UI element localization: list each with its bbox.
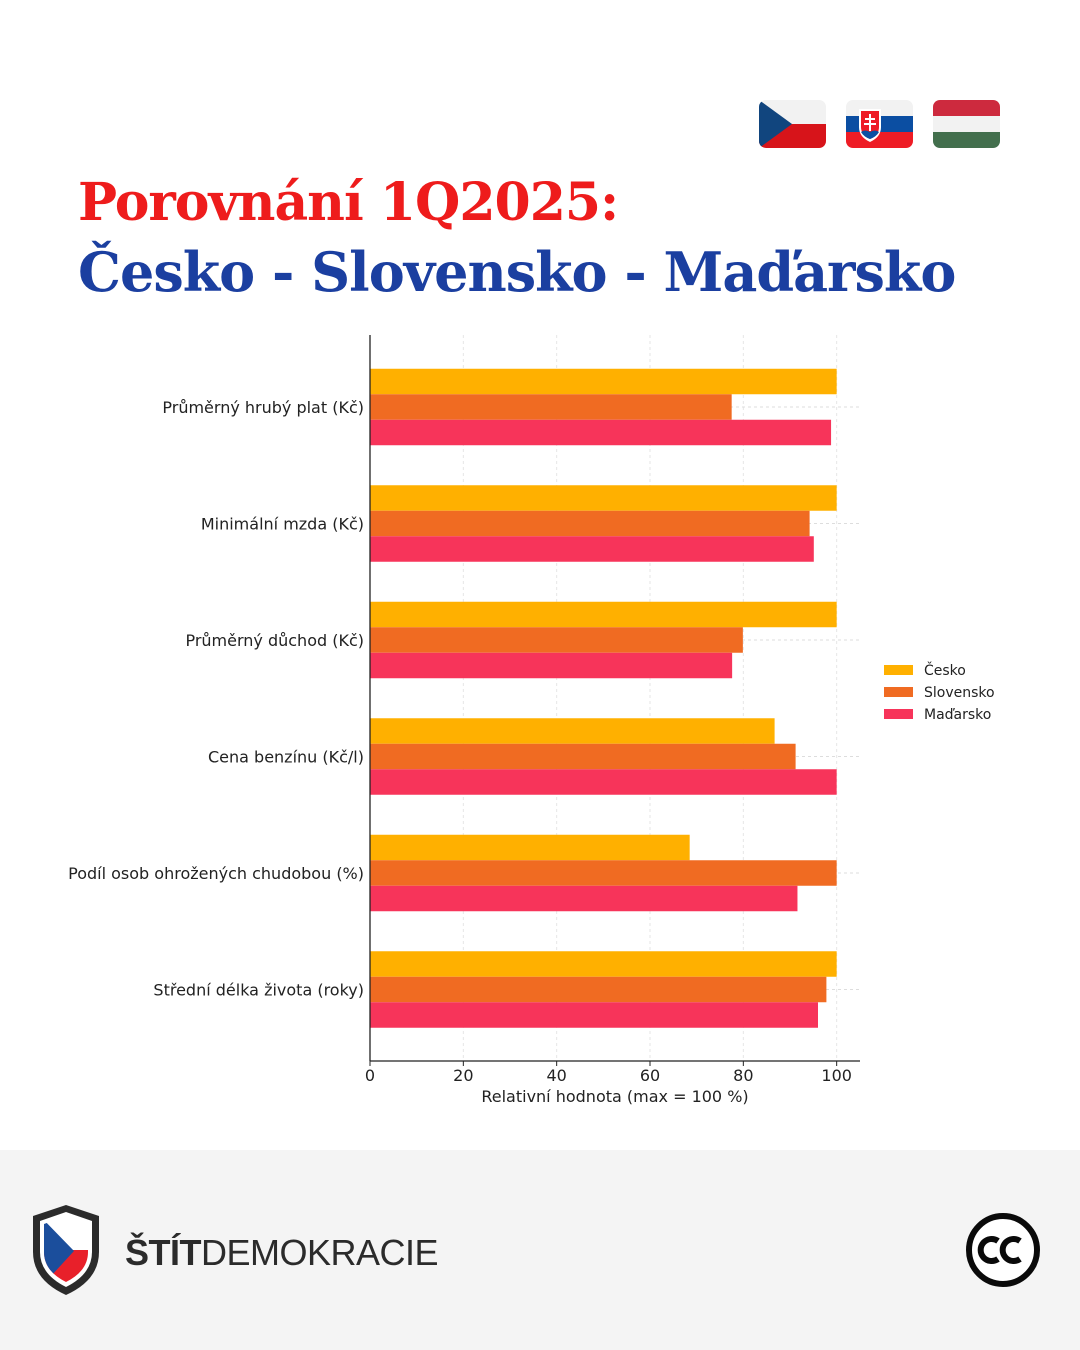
legend-swatch [884,709,913,719]
category-label: Průměrný hrubý plat (Kč) [162,398,364,417]
legend [884,661,995,723]
bar-3-5 [370,886,797,912]
shield-logo-icon [30,1202,102,1298]
legend-label: Česko [924,663,966,679]
x-tick-label: 60 [639,1066,661,1085]
category-label: Podíl osob ohrožených chudobou (%) [68,864,364,883]
bars-layer [370,369,837,1028]
category-label: Průměrný důchod (Kč) [185,631,364,650]
bar-2-3 [370,627,743,653]
category-label: Střední délka života (roky) [153,980,364,1000]
cc-icon [965,1212,1041,1288]
bar-3-1 [370,420,831,446]
bar-3-3 [370,653,732,679]
brand-name-light: DEMOKRACIE [201,1232,439,1273]
title-line-2: Česko - Slovensko - Maďarsko [78,240,956,304]
category-label: Cena benzínu (Kč/l) [207,747,364,767]
x-tick-label: 0 [364,1066,376,1085]
brand-name [125,1232,438,1274]
bar-1-3 [370,602,837,628]
bar-2-1 [370,394,732,420]
x-tick-label: 40 [546,1066,567,1085]
czech-flag-icon [759,100,826,148]
legend-swatch [884,687,913,697]
legend-label: Slovensko [924,685,995,701]
bar-2-6 [370,977,826,1003]
bar-1-1 [370,369,837,395]
x-tick-label: 100 [821,1066,852,1085]
footer [0,1150,1080,1350]
bar-3-2 [370,536,814,562]
bar-2-4 [370,744,796,770]
x-axis-label: Relativní hodnota (max = 100 %) [481,1087,749,1106]
x-tick-label: 20 [453,1066,474,1085]
x-tick-labels [365,1061,852,1085]
category-labels [68,398,364,1000]
bar-3-6 [370,1002,818,1028]
bar-1-2 [370,485,837,511]
bar-2-2 [370,511,810,537]
bar-chart [0,320,1080,1120]
flags-row [759,100,1000,148]
brand-name-bold: ŠTÍT [125,1232,201,1273]
bar-1-6 [370,951,837,977]
hungarian-flag-icon [933,100,1000,148]
bar-2-5 [370,860,837,886]
bar-1-4 [370,718,775,744]
x-tick-label: 80 [733,1066,754,1085]
bar-1-5 [370,835,690,861]
category-label: Minimální mzda (Kč) [200,514,364,534]
legend-label: Maďarsko [924,707,992,723]
bar-3-4 [370,769,837,795]
title-line-1: Porovnání 1Q2025: [78,172,619,233]
slovak-flag-icon [846,100,913,148]
legend-swatch [884,665,913,675]
